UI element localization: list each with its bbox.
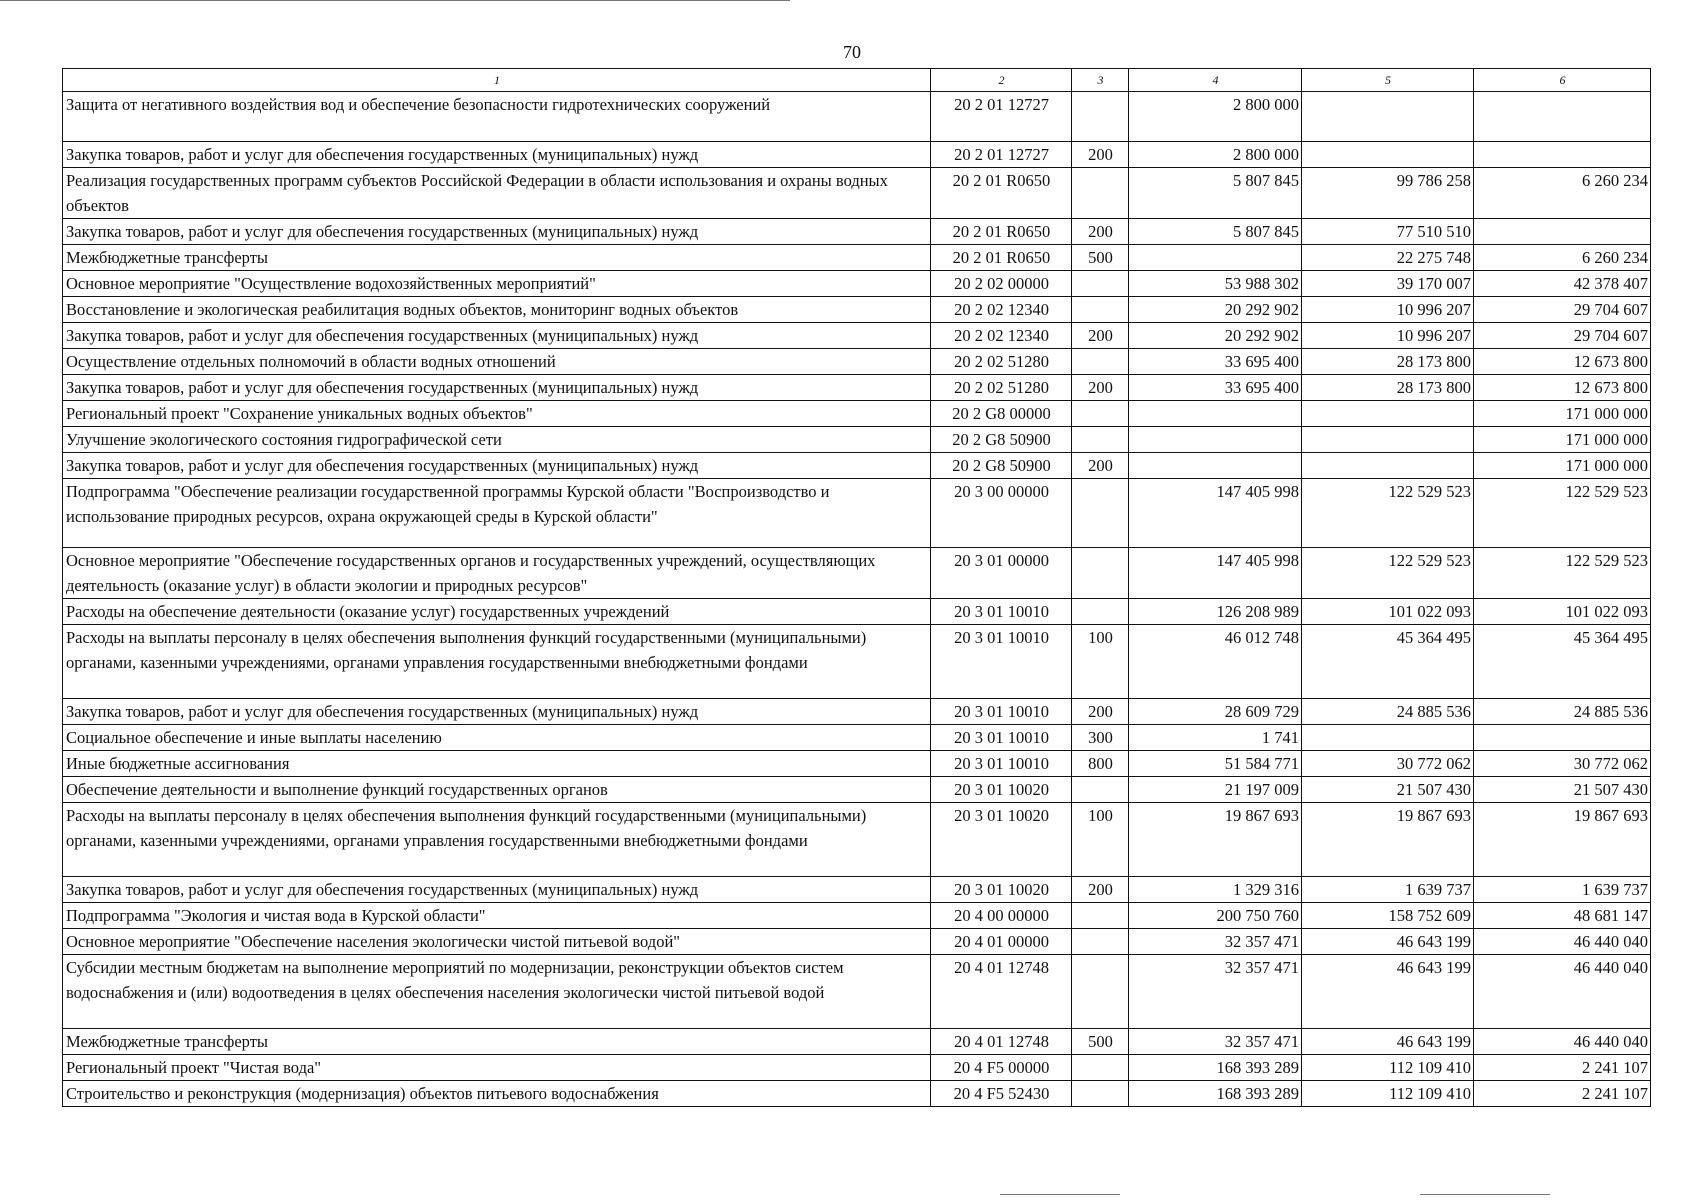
row-amount-col4-cell bbox=[1129, 453, 1302, 479]
row-amount-col4-cell bbox=[1129, 401, 1302, 427]
table-row bbox=[63, 245, 1651, 271]
row-code-cell: 20 2 01 12727 bbox=[931, 142, 1072, 168]
row-amount-col4-cell: 147 405 998 bbox=[1129, 479, 1302, 548]
row-name-cell: Строительство и реконструкция (модернизация) объектов питьевого водоснабжения bbox=[63, 1081, 931, 1107]
row-amount-col4-cell: 20 292 902 bbox=[1129, 297, 1302, 323]
table-row bbox=[63, 219, 1651, 245]
row-amount-col5-cell: 24 885 536 bbox=[1302, 699, 1474, 725]
row-code-cell: 20 4 01 00000 bbox=[931, 929, 1072, 955]
row-amount-col5-cell: 28 173 800 bbox=[1302, 349, 1474, 375]
row-amount-col4-cell: 32 357 471 bbox=[1129, 955, 1302, 1029]
row-amount-col5-cell: 19 867 693 bbox=[1302, 803, 1474, 877]
row-expense-type-cell bbox=[1072, 168, 1129, 219]
column-header: 6 bbox=[1474, 69, 1651, 92]
row-amount-col6-cell: 29 704 607 bbox=[1474, 297, 1651, 323]
row-amount-col6-cell: 6 260 234 bbox=[1474, 245, 1651, 271]
row-code-cell: 20 3 01 10010 bbox=[931, 599, 1072, 625]
row-amount-col6-cell: 122 529 523 bbox=[1474, 479, 1651, 548]
row-expense-type-cell bbox=[1072, 297, 1129, 323]
scan-edge-line bbox=[1000, 1194, 1120, 1195]
row-code-cell: 20 3 01 10010 bbox=[931, 625, 1072, 699]
column-header: 2 bbox=[931, 69, 1072, 92]
row-code-cell: 20 3 01 10010 bbox=[931, 699, 1072, 725]
row-name-cell: Улучшение экологического состояния гидрографической сети bbox=[63, 427, 931, 453]
table-row bbox=[63, 271, 1651, 297]
row-expense-type-cell: 200 bbox=[1072, 453, 1129, 479]
row-amount-col6-cell: 19 867 693 bbox=[1474, 803, 1651, 877]
row-expense-type-cell: 200 bbox=[1072, 219, 1129, 245]
row-amount-col4-cell: 28 609 729 bbox=[1129, 699, 1302, 725]
row-amount-col4-cell bbox=[1129, 245, 1302, 271]
row-expense-type-cell bbox=[1072, 1055, 1129, 1081]
row-amount-col4-cell: 168 393 289 bbox=[1129, 1081, 1302, 1107]
row-expense-type-cell bbox=[1072, 929, 1129, 955]
table-row bbox=[63, 929, 1651, 955]
table-row bbox=[63, 401, 1651, 427]
row-expense-type-cell bbox=[1072, 777, 1129, 803]
row-name-cell: Подпрограмма "Обеспечение реализации государственной программы Курской области "Воспроизводство и использование природных ресурсов, охрана окружающей среды в Курской области" bbox=[63, 479, 931, 548]
row-amount-col5-cell: 122 529 523 bbox=[1302, 479, 1474, 548]
row-amount-col5-cell: 45 364 495 bbox=[1302, 625, 1474, 699]
row-expense-type-cell: 200 bbox=[1072, 323, 1129, 349]
row-expense-type-cell bbox=[1072, 271, 1129, 297]
row-expense-type-cell: 300 bbox=[1072, 725, 1129, 751]
row-expense-type-cell: 200 bbox=[1072, 142, 1129, 168]
row-expense-type-cell: 500 bbox=[1072, 1029, 1129, 1055]
row-name-cell: Субсидии местным бюджетам на выполнение мероприятий по модернизации, реконструкции объектов систем водоснабжения и (или) водоотведения в целях обеспечения населения экологически чистой питьевой водой bbox=[63, 955, 931, 1029]
row-amount-col4-cell: 53 988 302 bbox=[1129, 271, 1302, 297]
row-amount-col5-cell: 21 507 430 bbox=[1302, 777, 1474, 803]
row-code-cell: 20 4 01 12748 bbox=[931, 1029, 1072, 1055]
row-amount-col5-cell bbox=[1302, 142, 1474, 168]
row-name-cell: Расходы на выплаты персоналу в целях обеспечения выполнения функций государственными (муниципальными) органами, казенными учреждениями, органами управления государственными внебюджетными фондами bbox=[63, 803, 931, 877]
row-amount-col4-cell: 168 393 289 bbox=[1129, 1055, 1302, 1081]
table-row bbox=[63, 599, 1651, 625]
table-row bbox=[63, 1055, 1651, 1081]
row-code-cell: 20 3 00 00000 bbox=[931, 479, 1072, 548]
table-header-row bbox=[63, 69, 1651, 92]
row-code-cell: 20 2 01 R0650 bbox=[931, 245, 1072, 271]
row-amount-col5-cell bbox=[1302, 92, 1474, 142]
row-amount-col4-cell: 200 750 760 bbox=[1129, 903, 1302, 929]
row-amount-col4-cell: 46 012 748 bbox=[1129, 625, 1302, 699]
row-amount-col6-cell: 12 673 800 bbox=[1474, 375, 1651, 401]
row-amount-col4-cell: 5 807 845 bbox=[1129, 219, 1302, 245]
row-name-cell: Закупка товаров, работ и услуг для обеспечения государственных (муниципальных) нужд bbox=[63, 142, 931, 168]
row-amount-col6-cell: 46 440 040 bbox=[1474, 1029, 1651, 1055]
row-amount-col4-cell: 5 807 845 bbox=[1129, 168, 1302, 219]
row-amount-col4-cell: 2 800 000 bbox=[1129, 142, 1302, 168]
table-row bbox=[63, 427, 1651, 453]
table-body bbox=[63, 92, 1651, 1107]
table-row bbox=[63, 168, 1651, 219]
row-expense-type-cell: 200 bbox=[1072, 877, 1129, 903]
row-amount-col5-cell: 46 643 199 bbox=[1302, 955, 1474, 1029]
row-code-cell: 20 2 02 00000 bbox=[931, 271, 1072, 297]
row-amount-col4-cell: 32 357 471 bbox=[1129, 929, 1302, 955]
column-header: 4 bbox=[1129, 69, 1302, 92]
row-code-cell: 20 3 01 10020 bbox=[931, 777, 1072, 803]
row-code-cell: 20 2 G8 50900 bbox=[931, 453, 1072, 479]
table-row bbox=[63, 1029, 1651, 1055]
row-amount-col6-cell: 12 673 800 bbox=[1474, 349, 1651, 375]
table-row bbox=[63, 453, 1651, 479]
row-amount-col6-cell: 2 241 107 bbox=[1474, 1055, 1651, 1081]
row-name-cell: Закупка товаров, работ и услуг для обеспечения государственных (муниципальных) нужд bbox=[63, 219, 931, 245]
row-amount-col4-cell: 32 357 471 bbox=[1129, 1029, 1302, 1055]
scan-edge-line bbox=[0, 0, 790, 1]
row-name-cell: Межбюджетные трансферты bbox=[63, 1029, 931, 1055]
row-expense-type-cell bbox=[1072, 427, 1129, 453]
row-code-cell: 20 4 F5 52430 bbox=[931, 1081, 1072, 1107]
row-name-cell: Защита от негативного воздействия вод и обеспечение безопасности гидротехнических сооружений bbox=[63, 92, 931, 142]
row-expense-type-cell bbox=[1072, 903, 1129, 929]
row-amount-col4-cell: 19 867 693 bbox=[1129, 803, 1302, 877]
row-amount-col4-cell: 33 695 400 bbox=[1129, 375, 1302, 401]
row-expense-type-cell bbox=[1072, 1081, 1129, 1107]
row-amount-col4-cell: 33 695 400 bbox=[1129, 349, 1302, 375]
table-row bbox=[63, 548, 1651, 599]
row-code-cell: 20 2 G8 00000 bbox=[931, 401, 1072, 427]
row-amount-col4-cell: 126 208 989 bbox=[1129, 599, 1302, 625]
row-name-cell: Восстановление и экологическая реабилитация водных объектов, мониторинг водных объектов bbox=[63, 297, 931, 323]
scan-edge-line bbox=[1420, 1194, 1550, 1195]
table-row bbox=[63, 297, 1651, 323]
row-amount-col5-cell: 112 109 410 bbox=[1302, 1055, 1474, 1081]
row-amount-col4-cell bbox=[1129, 427, 1302, 453]
row-amount-col4-cell: 51 584 771 bbox=[1129, 751, 1302, 777]
row-name-cell: Социальное обеспечение и иные выплаты населению bbox=[63, 725, 931, 751]
row-expense-type-cell: 200 bbox=[1072, 699, 1129, 725]
row-expense-type-cell: 500 bbox=[1072, 245, 1129, 271]
row-code-cell: 20 2 01 12727 bbox=[931, 92, 1072, 142]
row-name-cell: Расходы на обеспечение деятельности (оказание услуг) государственных учреждений bbox=[63, 599, 931, 625]
row-code-cell: 20 3 01 10010 bbox=[931, 725, 1072, 751]
row-code-cell: 20 2 01 R0650 bbox=[931, 168, 1072, 219]
table-row bbox=[63, 903, 1651, 929]
row-name-cell: Закупка товаров, работ и услуг для обеспечения государственных (муниципальных) нужд bbox=[63, 453, 931, 479]
row-amount-col6-cell: 171 000 000 bbox=[1474, 401, 1651, 427]
row-amount-col6-cell: 122 529 523 bbox=[1474, 548, 1651, 599]
table-row bbox=[63, 699, 1651, 725]
row-expense-type-cell bbox=[1072, 401, 1129, 427]
row-amount-col6-cell: 171 000 000 bbox=[1474, 453, 1651, 479]
row-amount-col5-cell: 101 022 093 bbox=[1302, 599, 1474, 625]
row-amount-col5-cell: 77 510 510 bbox=[1302, 219, 1474, 245]
row-expense-type-cell bbox=[1072, 955, 1129, 1029]
row-name-cell: Закупка товаров, работ и услуг для обеспечения государственных (муниципальных) нужд bbox=[63, 323, 931, 349]
row-name-cell: Обеспечение деятельности и выполнение функций государственных органов bbox=[63, 777, 931, 803]
row-amount-col5-cell bbox=[1302, 725, 1474, 751]
row-expense-type-cell bbox=[1072, 599, 1129, 625]
row-amount-col6-cell: 21 507 430 bbox=[1474, 777, 1651, 803]
row-amount-col5-cell: 112 109 410 bbox=[1302, 1081, 1474, 1107]
row-code-cell: 20 3 01 10020 bbox=[931, 877, 1072, 903]
row-code-cell: 20 2 G8 50900 bbox=[931, 427, 1072, 453]
row-amount-col5-cell: 10 996 207 bbox=[1302, 297, 1474, 323]
row-amount-col5-cell: 158 752 609 bbox=[1302, 903, 1474, 929]
table-row bbox=[63, 625, 1651, 699]
row-code-cell: 20 2 02 12340 bbox=[931, 323, 1072, 349]
row-amount-col4-cell: 21 197 009 bbox=[1129, 777, 1302, 803]
row-amount-col6-cell: 45 364 495 bbox=[1474, 625, 1651, 699]
row-code-cell: 20 2 02 12340 bbox=[931, 297, 1072, 323]
row-code-cell: 20 3 01 00000 bbox=[931, 548, 1072, 599]
row-amount-col6-cell: 101 022 093 bbox=[1474, 599, 1651, 625]
row-code-cell: 20 4 01 12748 bbox=[931, 955, 1072, 1029]
row-amount-col4-cell: 1 329 316 bbox=[1129, 877, 1302, 903]
row-amount-col4-cell: 147 405 998 bbox=[1129, 548, 1302, 599]
table-row bbox=[63, 751, 1651, 777]
row-name-cell: Основное мероприятие "Обеспечение государственных органов и государственных учреждений, осуществляющих деятельность (оказание услуг) в области экологии и природных ресурсов" bbox=[63, 548, 931, 599]
column-header: 5 bbox=[1302, 69, 1474, 92]
row-code-cell: 20 2 01 R0650 bbox=[931, 219, 1072, 245]
table-row bbox=[63, 375, 1651, 401]
row-amount-col5-cell: 99 786 258 bbox=[1302, 168, 1474, 219]
row-amount-col5-cell: 1 639 737 bbox=[1302, 877, 1474, 903]
row-amount-col6-cell: 24 885 536 bbox=[1474, 699, 1651, 725]
row-expense-type-cell: 100 bbox=[1072, 803, 1129, 877]
row-name-cell: Закупка товаров, работ и услуг для обеспечения государственных (муниципальных) нужд bbox=[63, 375, 931, 401]
row-code-cell: 20 2 02 51280 bbox=[931, 375, 1072, 401]
table-row bbox=[63, 323, 1651, 349]
row-code-cell: 20 3 01 10020 bbox=[931, 803, 1072, 877]
row-amount-col6-cell: 6 260 234 bbox=[1474, 168, 1651, 219]
row-name-cell: Реализация государственных программ субъектов Российской Федерации в области использования и охраны водных объектов bbox=[63, 168, 931, 219]
row-amount-col5-cell: 30 772 062 bbox=[1302, 751, 1474, 777]
row-name-cell: Региональный проект "Сохранение уникальных водных объектов" bbox=[63, 401, 931, 427]
table-row bbox=[63, 142, 1651, 168]
row-name-cell: Иные бюджетные ассигнования bbox=[63, 751, 931, 777]
column-header: 3 bbox=[1072, 69, 1129, 92]
row-amount-col5-cell: 46 643 199 bbox=[1302, 1029, 1474, 1055]
row-expense-type-cell bbox=[1072, 479, 1129, 548]
row-amount-col5-cell: 39 170 007 bbox=[1302, 271, 1474, 297]
row-amount-col4-cell: 2 800 000 bbox=[1129, 92, 1302, 142]
row-name-cell: Закупка товаров, работ и услуг для обеспечения государственных (муниципальных) нужд bbox=[63, 877, 931, 903]
row-expense-type-cell bbox=[1072, 548, 1129, 599]
row-expense-type-cell bbox=[1072, 349, 1129, 375]
table-row bbox=[63, 92, 1651, 142]
row-name-cell: Расходы на выплаты персоналу в целях обеспечения выполнения функций государственными (муниципальными) органами, казенными учреждениями, органами управления государственными внебюджетными фондами bbox=[63, 625, 931, 699]
row-code-cell: 20 4 F5 00000 bbox=[931, 1055, 1072, 1081]
row-amount-col5-cell: 46 643 199 bbox=[1302, 929, 1474, 955]
row-amount-col5-cell: 22 275 748 bbox=[1302, 245, 1474, 271]
row-amount-col6-cell: 42 378 407 bbox=[1474, 271, 1651, 297]
column-header: 1 bbox=[63, 69, 931, 92]
row-amount-col5-cell bbox=[1302, 453, 1474, 479]
row-expense-type-cell: 100 bbox=[1072, 625, 1129, 699]
table-row bbox=[63, 479, 1651, 548]
row-amount-col6-cell: 46 440 040 bbox=[1474, 929, 1651, 955]
row-amount-col6-cell: 48 681 147 bbox=[1474, 903, 1651, 929]
row-code-cell: 20 4 00 00000 bbox=[931, 903, 1072, 929]
row-name-cell: Межбюджетные трансферты bbox=[63, 245, 931, 271]
row-expense-type-cell bbox=[1072, 92, 1129, 142]
row-amount-col5-cell: 122 529 523 bbox=[1302, 548, 1474, 599]
table-row bbox=[63, 725, 1651, 751]
row-amount-col5-cell bbox=[1302, 427, 1474, 453]
row-amount-col5-cell bbox=[1302, 401, 1474, 427]
table-row bbox=[63, 349, 1651, 375]
row-amount-col6-cell: 30 772 062 bbox=[1474, 751, 1651, 777]
table-row bbox=[63, 803, 1651, 877]
table-row bbox=[63, 877, 1651, 903]
row-amount-col5-cell: 10 996 207 bbox=[1302, 323, 1474, 349]
row-amount-col6-cell: 2 241 107 bbox=[1474, 1081, 1651, 1107]
row-amount-col4-cell: 20 292 902 bbox=[1129, 323, 1302, 349]
row-name-cell: Основное мероприятие "Осуществление водохозяйственных мероприятий" bbox=[63, 271, 931, 297]
row-expense-type-cell: 200 bbox=[1072, 375, 1129, 401]
row-name-cell: Основное мероприятие "Обеспечение населения экологически чистой питьевой водой" bbox=[63, 929, 931, 955]
row-amount-col5-cell: 28 173 800 bbox=[1302, 375, 1474, 401]
row-expense-type-cell: 800 bbox=[1072, 751, 1129, 777]
row-name-cell: Осуществление отдельных полномочий в области водных отношений bbox=[63, 349, 931, 375]
row-name-cell: Подпрограмма "Экология и чистая вода в Курской области" bbox=[63, 903, 931, 929]
row-amount-col6-cell bbox=[1474, 142, 1651, 168]
table-row bbox=[63, 777, 1651, 803]
row-code-cell: 20 2 02 51280 bbox=[931, 349, 1072, 375]
row-amount-col6-cell bbox=[1474, 725, 1651, 751]
row-amount-col6-cell: 171 000 000 bbox=[1474, 427, 1651, 453]
table-row bbox=[63, 1081, 1651, 1107]
budget-table bbox=[62, 68, 1651, 1107]
row-name-cell: Региональный проект "Чистая вода" bbox=[63, 1055, 931, 1081]
row-name-cell: Закупка товаров, работ и услуг для обеспечения государственных (муниципальных) нужд bbox=[63, 699, 931, 725]
row-amount-col6-cell: 29 704 607 bbox=[1474, 323, 1651, 349]
table-row bbox=[63, 955, 1651, 1029]
page-number: 70 bbox=[843, 42, 861, 62]
row-code-cell: 20 3 01 10010 bbox=[931, 751, 1072, 777]
row-amount-col6-cell: 46 440 040 bbox=[1474, 955, 1651, 1029]
row-amount-col4-cell: 1 741 bbox=[1129, 725, 1302, 751]
row-amount-col6-cell bbox=[1474, 219, 1651, 245]
row-amount-col6-cell: 1 639 737 bbox=[1474, 877, 1651, 903]
row-amount-col6-cell bbox=[1474, 92, 1651, 142]
